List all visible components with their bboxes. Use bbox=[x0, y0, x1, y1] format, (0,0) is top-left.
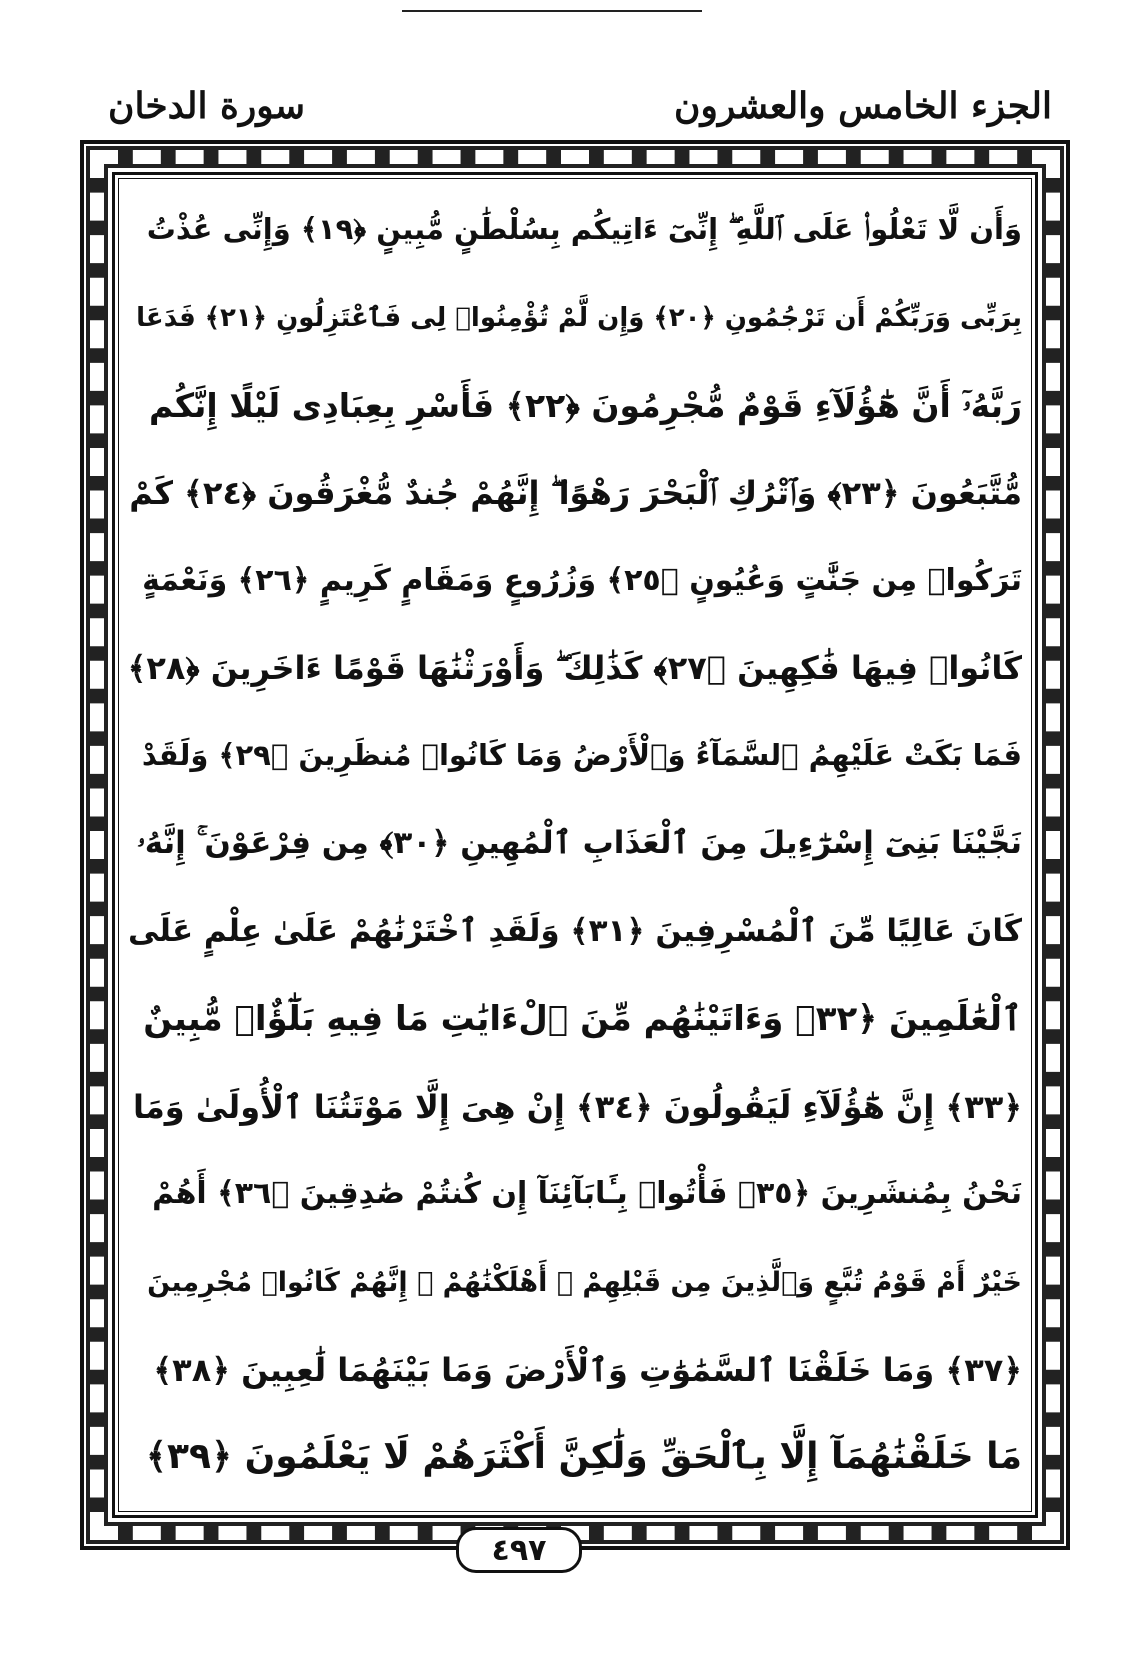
quran-text-block bbox=[128, 186, 1022, 1502]
text-line: كَانُوا۟ فِيهَا فَٰكِهِينَ ﴿٢٧﴾ كَذَٰلِكَ ۖ وَأَوْرَثْنَٰهَا قَوْمًا ءَاخَرِينَ ﴿٢٨﴾ bbox=[128, 649, 1022, 688]
text-line: ﴿٣٧﴾ وَمَا خَلَقْنَا ٱلسَّمَٰوَٰتِ وَٱلْأَرْضَ وَمَا بَيْنَهُمَا لَٰعِبِينَ ﴿٣٨﴾ bbox=[153, 1350, 1022, 1389]
text-line: وَأَن لَّا تَعْلُوا۟ عَلَى ٱللَّهِ ۖ إِنِّىٓ ءَاتِيكُم بِسُلْطَٰنٍ مُّبِينٍ ﴿١٩﴾ وَإِنِّى عُذْتُ bbox=[146, 212, 1022, 247]
text-line: نَجَّيْنَا بَنِىٓ إِسْرَٰٓءِيلَ مِنَ ٱلْعَذَابِ ٱلْمُهِينِ ﴿٣٠﴾ مِن فِرْعَوْنَ ۚ إِنَّهُۥ bbox=[136, 825, 1022, 862]
juz-name-header: الجزء الخامس والعشرون bbox=[674, 85, 1052, 127]
text-line: نَحْنُ بِمُنشَرِينَ ﴿٣٥﴾ فَأْتُوا۟ بِـَٔابَآئِنَآ إِن كُنتُمْ صَٰدِقِينَ ﴿٣٦﴾ أَهُمْ bbox=[152, 1176, 1022, 1212]
text-line: ﴿٣٣﴾ إِنَّ هَٰٓؤُلَآءِ لَيَقُولُونَ ﴿٣٤﴾ إِنْ هِىَ إِلَّا مَوْتَتُنَا ٱلْأُولَىٰ وَمَا bbox=[132, 1087, 1022, 1126]
top-rule bbox=[402, 10, 702, 12]
text-line: مُّتَّبَعُونَ ﴿٢٣﴾ وَٱتْرُكِ ٱلْبَحْرَ رَهْوًا ۖ إِنَّهُمْ جُندٌ مُّغْرَقُونَ ﴿٢٤﴾ كَمْ bbox=[129, 473, 1022, 512]
page-number: ٤٩٧ bbox=[456, 1527, 582, 1573]
text-line: فَمَا بَكَتْ عَلَيْهِمُ ٱلسَّمَآءُ وَٱلْأَرْضُ وَمَا كَانُوا۟ مُنظَرِينَ ﴿٢٩﴾ وَلَقَدْ bbox=[141, 738, 1022, 773]
surah-name-header: سورة الدخان bbox=[108, 85, 306, 127]
text-line: ٱلْعَٰلَمِينَ ﴿٣٢﴾ وَءَاتَيْنَٰهُم مِّنَ ٱلْءَايَٰتِ مَا فِيهِ بَلَٰٓؤٌا۟ مُّبِينٌ bbox=[143, 999, 1022, 1040]
text-line: كَانَ عَالِيًا مِّنَ ٱلْمُسْرِفِينَ ﴿٣١﴾ وَلَقَدِ ٱخْتَرْنَٰهُمْ عَلَىٰ عِلْمٍ عَلَى bbox=[128, 912, 1022, 949]
text-line: خَيْرٌ أَمْ قَوْمُ تُبَّعٍ وَٱلَّذِينَ مِن قَبْلِهِمْ ۚ أَهْلَكْنَٰهُمْ ۖ إِنَّهُمْ كَانُوا۟ مُجْرِمِينَ bbox=[147, 1266, 1022, 1298]
text-line: تَرَكُوا۟ مِن جَنَّٰتٍ وَعُيُونٍ ﴿٢٥﴾ وَزُرُوعٍ وَمَقَامٍ كَرِيمٍ ﴿٢٦﴾ وَنَعْمَةٍ bbox=[142, 562, 1022, 598]
text-line: مَا خَلَقْنَٰهُمَآ إِلَّا بِٱلْحَقِّ وَلَٰكِنَّ أَكْثَرَهُمْ لَا يَعْلَمُونَ ﴿٣٩﴾ bbox=[145, 1436, 1022, 1478]
text-line: رَبَّهُۥٓ أَنَّ هَٰٓؤُلَآءِ قَوْمٌ مُّجْرِمُونَ ﴿٢٢﴾ فَأَسْرِ بِعِبَادِى لَيْلًا إِنَّكُم bbox=[148, 385, 1022, 425]
text-line: بِرَبِّى وَرَبِّكُمْ أَن تَرْجُمُونِ ﴿٢٠﴾ وَإِن لَّمْ تُؤْمِنُوا۟ لِى فَٱعْتَزِلُونِ ﴿٢١﴾ فَدَعَا bbox=[136, 302, 1022, 333]
